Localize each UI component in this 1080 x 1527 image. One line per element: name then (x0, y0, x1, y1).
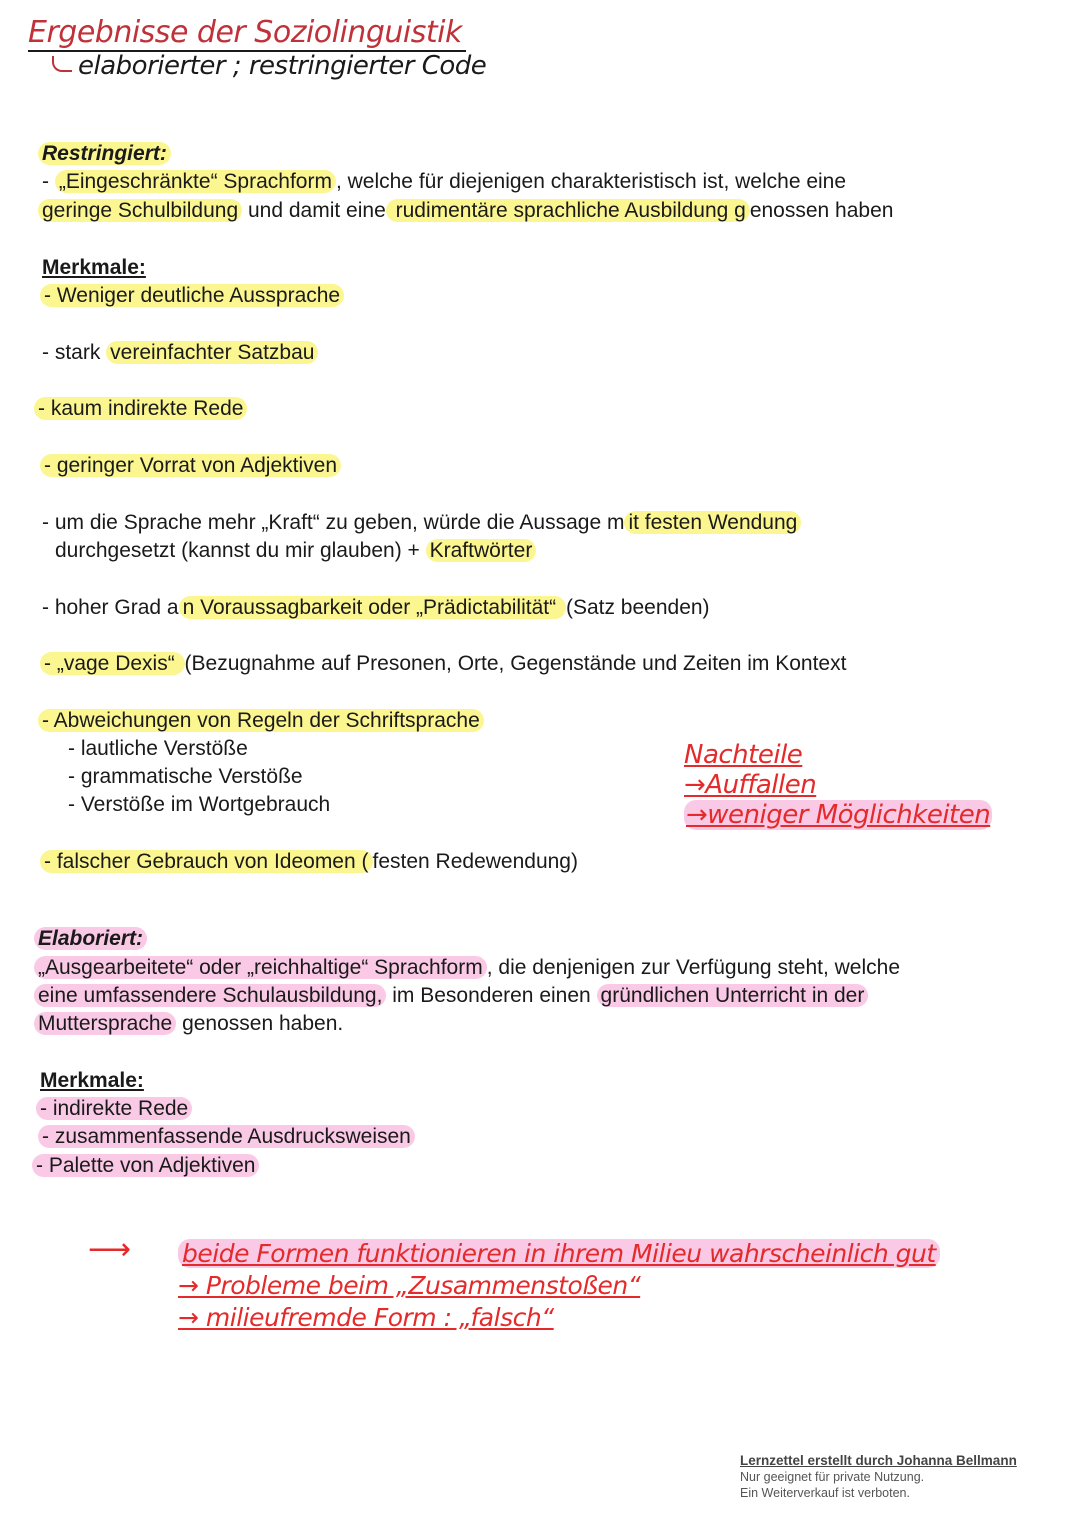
restricted-feature-2: - stark vereinfachter Satzbau (42, 339, 318, 367)
restricted-feature-8-sub-2: - grammatische Verstöße (68, 765, 303, 788)
restricted-feature-8: - Abweichungen von Regeln der Schriftsprache (38, 707, 484, 735)
restricted-feature-8-sub-3: - Verstöße im Wortgebrauch (68, 793, 331, 816)
side-note-title: Nachteile (684, 740, 803, 770)
page-title: Ergebnisse der Soziolinguistik (28, 16, 466, 52)
restricted-feature-5-line-2: durchgesetzt (kannst du mir glauben) + Kraftwörter (55, 537, 536, 565)
side-note-disadvantages (684, 740, 992, 830)
restricted-feature-9: - falscher Gebrauch von Ideomen ( festen Redewendung) (40, 848, 578, 876)
elaborated-features-heading: Merkmale: (40, 1069, 144, 1092)
arrow-hook-icon (52, 56, 72, 72)
restricted-feature-6: - hoher Grad a n Voraussagbarkeit oder „Prädictabilität“ (Satz beenden) (42, 596, 710, 619)
restricted-features-heading: Merkmale: (42, 256, 146, 279)
restricted-feature-3: - kaum indirekte Rede (34, 395, 247, 423)
elaborated-feature-3: - Palette von Adjektiven (32, 1152, 259, 1180)
footer-resale-note: Ein Weiterverkauf ist verboten. (740, 1486, 910, 1500)
side-note-item-2: →weniger Möglichkeiten (686, 800, 991, 830)
elaborated-intro-line-1: „Ausgearbeitete“ oder „reichhaltige“ Sprachform , die denjenigen zur Verfügung steht, welche (34, 954, 900, 982)
conclusion-note (178, 1238, 940, 1334)
restricted-feature-7: - „vage Dexis“ (Bezugnahme auf Presonen, Orte, Gegenstände und Zeiten im Kontext (40, 650, 846, 678)
elaborated-heading: Elaboriert: (34, 925, 147, 953)
conclusion-line-2: → Probleme beim „Zusammenstoßen“ (178, 1271, 641, 1300)
conclusion-line-1: beide Formen funktionieren in ihrem Milieu wahrscheinlich gut (178, 1238, 940, 1270)
restricted-feature-5-line-1: - um die Sprache mehr „Kraft“ zu geben, würde die Aussage m it festen Wendung (42, 509, 801, 537)
conclusion-arrow-icon: ⟶ (88, 1233, 132, 1266)
footer-usage-note: Nur geeignet für private Nutzung. (740, 1470, 925, 1484)
elaborated-feature-2: - zusammenfassende Ausdrucksweisen (38, 1123, 415, 1151)
conclusion-line-3: → milieufremde Form : „falsch“ (178, 1303, 554, 1332)
elaborated-intro-line-2: eine umfassendere Schulausbildung, im Besonderen einen gründlichen Unterricht in der (34, 982, 868, 1010)
restricted-intro-line-2: geringe Schulbildung und damit eine rudimentäre sprachliche Ausbildung g enossen haben (38, 197, 893, 225)
restricted-intro-line-1: - „Eingeschränkte“ Sprachform , welche für diejenigen charakteristisch ist, welche eine (42, 170, 847, 193)
restricted-feature-8-sub-1: - lautliche Verstöße (68, 737, 248, 760)
page-subtitle (52, 50, 486, 82)
footer-author: Lernzettel erstellt durch Johanna Bellmann (740, 1453, 1017, 1468)
subtitle-text: elaborierter ; restringierter Code (78, 51, 487, 81)
elaborated-intro-line-3: Muttersprache genossen haben. (34, 1010, 343, 1038)
restricted-feature-4: - geringer Vorrat von Adjektiven (40, 452, 341, 480)
side-note-item-1: →Auffallen (684, 770, 817, 800)
elaborated-feature-1: - indirekte Rede (36, 1095, 192, 1123)
footer-credit (740, 1453, 1050, 1501)
restricted-feature-1: - Weniger deutliche Aussprache (40, 282, 344, 310)
restricted-heading: Restringiert: (38, 140, 171, 168)
